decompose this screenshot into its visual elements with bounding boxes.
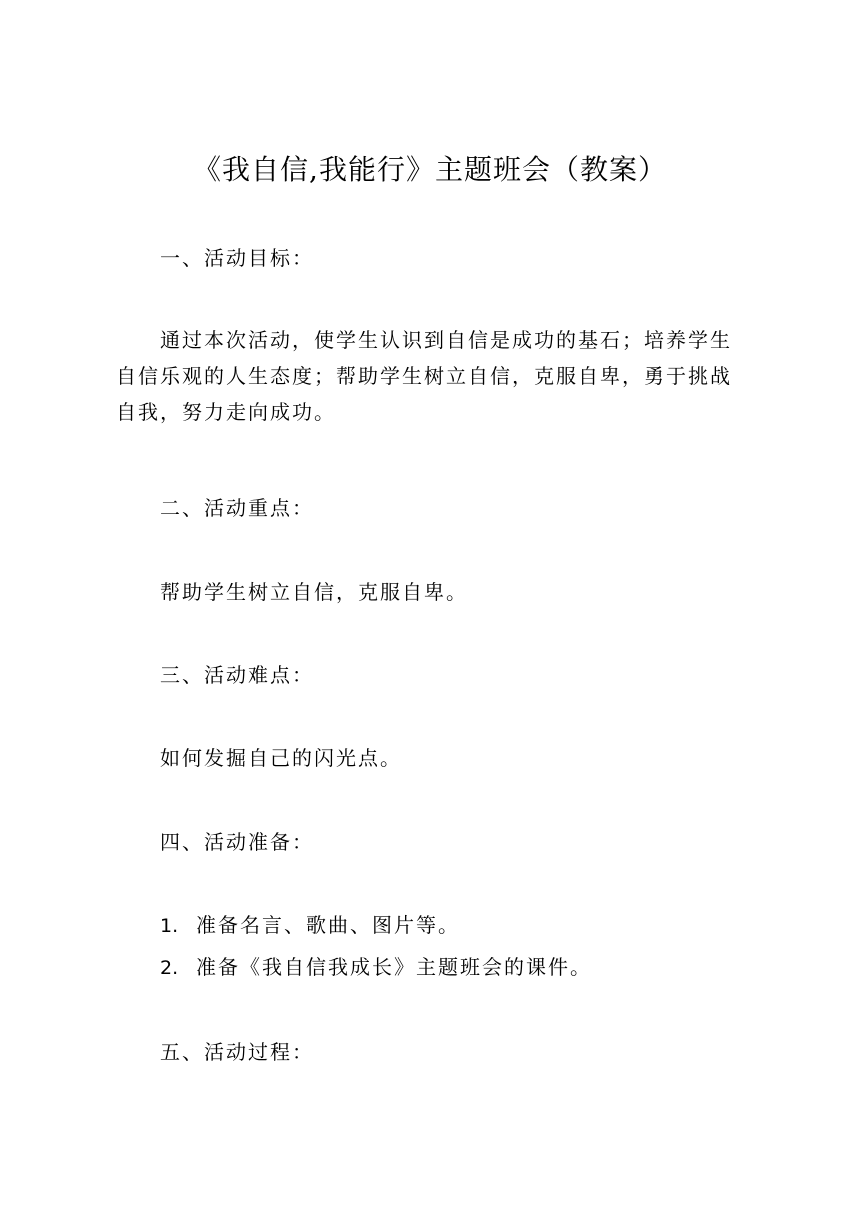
section-heading-preparation: 四、活动准备： xyxy=(160,830,314,854)
section-heading-goals: 一、活动目标： xyxy=(160,246,314,270)
section-heading-difficulties: 三、活动难点： xyxy=(160,663,314,687)
document-title: 《我自信,我能行》主题班会（教案） xyxy=(193,153,667,186)
section-heading-process: 五、活动过程： xyxy=(160,1040,314,1064)
list-item-text: 准备《我自信我成长》主题班会的课件。 xyxy=(196,955,592,979)
list-item-number: 2. xyxy=(160,957,179,979)
section-paragraph-difficulties: 如何发掘自己的闪光点。 xyxy=(160,746,402,770)
list-item-text: 准备名言、歌曲、图片等。 xyxy=(196,913,460,937)
list-item xyxy=(160,907,760,944)
section-heading-key-points: 二、活动重点： xyxy=(160,496,314,520)
list-item-number: 1. xyxy=(160,915,179,937)
list-item xyxy=(160,949,760,986)
section-paragraph-goals: 通过本次活动，使学生认识到自信是成功的基石；培养学生自信乐观的人生态度；帮助学生树立自信，克服自卑，勇于挑战自我，努力走向成功。 xyxy=(116,328,732,424)
section-paragraph-key-points: 帮助学生树立自信，克服自卑。 xyxy=(160,580,468,604)
